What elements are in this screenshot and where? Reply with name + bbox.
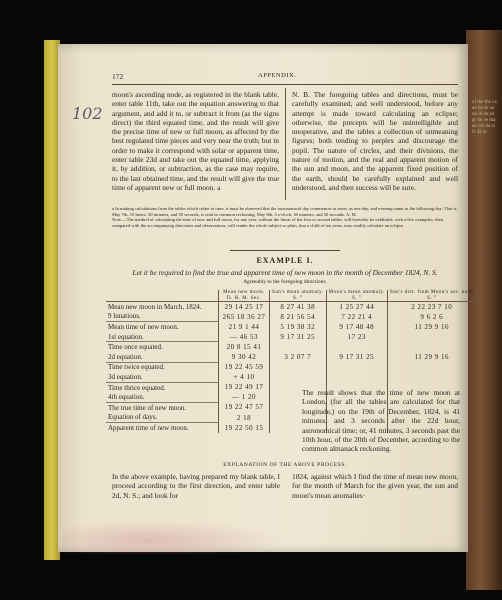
cell bbox=[387, 342, 475, 352]
cell: 3 2 07 7 bbox=[270, 352, 327, 362]
cell: 11 29 9 16 bbox=[387, 352, 475, 362]
row-label: 9 lunations. bbox=[108, 312, 141, 321]
column-units: D. H. M. Sec. bbox=[226, 295, 262, 301]
row-label: The true time of new moon. bbox=[106, 402, 219, 412]
result-text: The result shows that the time of new moon at London, (for all the tables are calculated for that longitude,) on the 19th of December, 1824, is 41 minutes, and 3 seconds after the 22d hour, astronomical time; or, 41 minutes, 3 seconds past the 10th hour, of the 20th of December, according to the common almanack reckoning. bbox=[302, 388, 460, 454]
footnote-note: Note.—The method of calculating the time of new and full moon, for any year, without the limits of the first or second tables, will hereafter be exhibited, with a few examples; then, compared with the accompanying directions and observations, will render the whole subject so plain, that a child of ten years, may readily calculate an eclipse. bbox=[112, 217, 445, 228]
page-stain bbox=[62, 520, 282, 554]
row-label: Equation of days. bbox=[108, 413, 158, 422]
cell: 9 17 31 25 bbox=[326, 352, 387, 362]
page-number: 172 bbox=[112, 72, 124, 81]
table-row bbox=[106, 322, 476, 332]
row-label: 3d equation. bbox=[108, 372, 143, 381]
cell: 8 27 41 38 bbox=[270, 302, 327, 312]
cell: 20 8 15 41 bbox=[219, 342, 270, 352]
cell: 11 29 9 16 bbox=[387, 322, 475, 332]
left-column bbox=[112, 90, 279, 192]
adjacent-page-text: of the the ca an ho fo sa on in on ye gr ne ve ma an wh da ta fr 43 m bbox=[472, 100, 497, 135]
row-label: 2d equation. bbox=[108, 352, 143, 361]
cell: 19 22 47 57 bbox=[219, 402, 270, 412]
cell bbox=[326, 362, 387, 372]
column-units: S. ° bbox=[352, 295, 362, 301]
column-units: S. ° bbox=[427, 295, 437, 301]
row-label: Mean new moon in March, 1824. bbox=[108, 302, 202, 311]
cell: 2 18 bbox=[219, 413, 270, 423]
cell bbox=[270, 342, 327, 352]
explanation-heading: EXPLANATION OF THE ABOVE PROCESS. bbox=[223, 462, 347, 468]
explanation-left-text: In the above example, having prepared my blank table, I proceed according to the first direction, and enter table 2d, N. S.; and look for bbox=[112, 472, 280, 500]
right-column bbox=[292, 90, 458, 192]
row-label: Mean time of new moon. bbox=[106, 322, 219, 332]
cell: 2 22 23 7 10 bbox=[387, 302, 475, 312]
cell: 29 14 25 17 bbox=[219, 302, 270, 312]
row-label: Time thrice equated. bbox=[106, 382, 219, 392]
column-title: Moon's mean anomaly. bbox=[328, 290, 385, 295]
cell: 21 9 1 44 bbox=[219, 322, 270, 332]
cell: 9 30 42 bbox=[219, 352, 270, 362]
row-label: Time twice equated. bbox=[106, 362, 219, 372]
cell: 1 25 27 44 bbox=[326, 302, 387, 312]
explanation-left-column bbox=[112, 472, 280, 500]
cell bbox=[387, 372, 475, 382]
header-rule bbox=[112, 84, 458, 85]
row-label: 1st equation. bbox=[108, 332, 144, 341]
column-title: Mean new moon. bbox=[223, 290, 265, 295]
running-title: APPENDIX. bbox=[258, 72, 297, 79]
cell: 9 17 48 48 bbox=[326, 322, 387, 332]
cell bbox=[387, 332, 475, 342]
column-units: S. ° bbox=[293, 295, 303, 301]
left-column-text: moon's ascending node, as registered in the blank table, enter table 11th, take out the equation answering to that argument, and add it to, or subtract it from (as the signs direct) the third equated time, and the result will give the precise time of new or full moon, as affected by the best regulated time pieces and very near the truth; but in order to make it correspond with solar or apparent time, enter table 23d and take out the equated time, applying it, by addition, or subtraction, as the case may require, to the last obtained time, and the result will give the true time of apparent new or full moon. a bbox=[112, 90, 279, 192]
cell: 9 17 31 25 bbox=[270, 332, 327, 342]
column-title: Sun's dist. from Moon's asc. node bbox=[389, 290, 474, 295]
cell bbox=[387, 362, 475, 372]
explanation-right-column bbox=[292, 472, 458, 500]
cell: — 46 53 bbox=[219, 332, 270, 342]
cell: 265 18 36 27 bbox=[219, 312, 270, 322]
cell: 19 22 45 59 bbox=[219, 362, 270, 372]
footnotes bbox=[112, 206, 458, 228]
cell: 19 22 50 15 bbox=[219, 423, 270, 433]
row-label: Apparent time of new moon. bbox=[106, 423, 219, 433]
right-column-text: N. B. The foregoing tables and directions, must be carefully examined, and well understood, before any attempt is made toward calculating an eclipse; otherwise, the precepts will be unintelligible and unoperative, and the tables a collection of unmeaning figures; both tending to perplex and discourage the pupil. The nature of circles, and their divisions, the nature of motion, and the real and apparent motion of the sun and moon, and the apparent fixed position of the earth, should be carefully explained and well understood, and then success will be sure. bbox=[292, 90, 458, 192]
example-description: Let it be required to find the true and apparent time of new moon in the month of December 1824, N. S. bbox=[132, 268, 438, 277]
cell: 9 6 2 6 bbox=[387, 312, 475, 322]
cell: 19 22 49 17 bbox=[219, 382, 270, 392]
column-divider bbox=[285, 88, 286, 200]
table-row bbox=[106, 332, 476, 342]
footnote-a: a In making calculations from the tables which relate to time, it must be observed that the astronomical day commences at noon, as one day, and evening same as the following day. That is, May 7th, 15 hours, 30 minutes, and 50 seconds, is read in common reckoning, May 8th, 3 o'clock, 30 minutes, and 50 seconds, A. M. bbox=[112, 206, 458, 217]
cell: + 4 10 bbox=[219, 372, 270, 382]
cell: 17 23 bbox=[326, 332, 387, 342]
cell bbox=[270, 362, 327, 372]
section-rule bbox=[230, 250, 340, 251]
table-row bbox=[106, 352, 476, 362]
cell: 7 22 21 4 bbox=[326, 312, 387, 322]
table-row bbox=[106, 362, 476, 372]
table-row bbox=[106, 312, 476, 322]
table-row bbox=[106, 342, 476, 352]
result-paragraph bbox=[302, 388, 460, 454]
example-title: EXAMPLE I. bbox=[256, 256, 314, 265]
column-title: Sun's mean anomaly. bbox=[272, 290, 324, 295]
example-subtitle: Agreeably to the foregoing directions. bbox=[243, 279, 327, 285]
handwritten-margin-note: 102 bbox=[72, 104, 103, 123]
cell bbox=[326, 372, 387, 382]
cell bbox=[270, 372, 327, 382]
table-row bbox=[106, 302, 476, 312]
table-header-row bbox=[106, 290, 476, 302]
cell bbox=[326, 342, 387, 352]
row-label: 4th equation. bbox=[108, 393, 145, 402]
table-row bbox=[106, 372, 476, 382]
cell: 8 21 56 54 bbox=[270, 312, 327, 322]
cell: 5 19 38 32 bbox=[270, 322, 327, 332]
row-label: Time once equated. bbox=[106, 342, 219, 352]
explanation-right-text: 1824, against which I find the time of mean new moon, for the month of March for the given year, the sun and moon's mean anomalies· bbox=[292, 472, 458, 500]
cell: — 1 20 bbox=[219, 392, 270, 402]
